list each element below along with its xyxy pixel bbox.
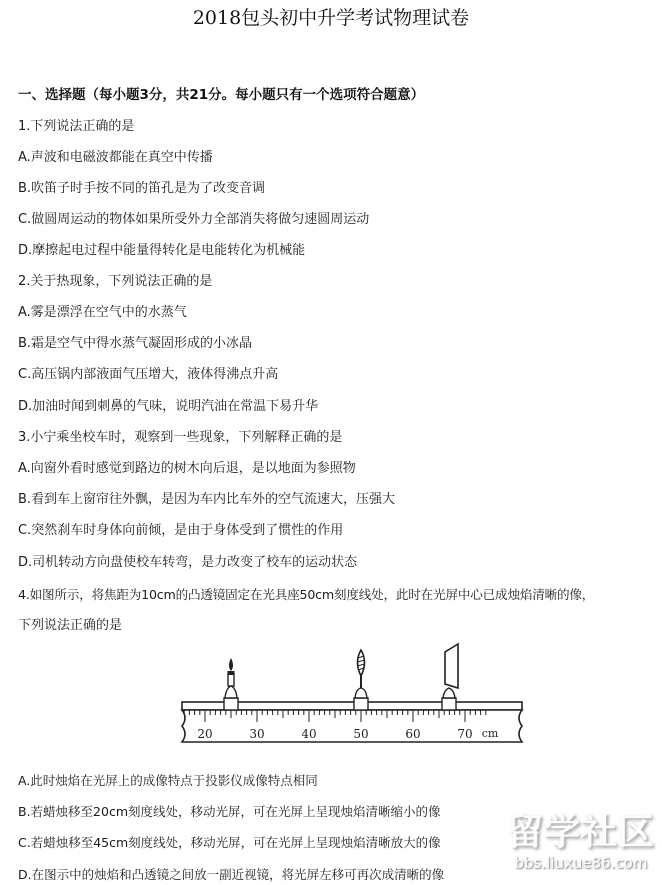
ruler-label-30: 30 <box>249 727 265 741</box>
question-3-option-a: A.向窗外看时感觉到路边的树木向后退，是以地面为参照物 <box>18 461 356 476</box>
candle-icon <box>224 658 238 710</box>
ruler-label-70: 70 <box>457 727 473 741</box>
ruler-label-20: 20 <box>197 727 213 741</box>
watermark-url: bbs.liuxue86.com <box>514 854 648 872</box>
ruler-label-60: 60 <box>405 727 421 741</box>
site-watermark <box>500 812 662 882</box>
question-2-stem: 2.关于热现象，下列说法正确的是 <box>18 274 213 289</box>
watermark-logo-text: 留学社区 <box>506 812 655 853</box>
optical-bench-diagram <box>160 642 530 758</box>
question-1-stem: 1.下列说法正确的是 <box>18 119 135 134</box>
question-4-stem-line1: 4.如图所示，将焦距为10cm的凸透镜固定在光具座50cm刻度线处，此时在光屏中心已成烛焰清晰的像， <box>18 587 595 602</box>
section-header: 一、选择题（每小题3分，共21分。每小题只有一个选项符合题意） <box>18 87 425 103</box>
question-3-option-b: B.看到车上窗帘往外飘，是因为车内比车外的空气流速大，压强大 <box>18 492 396 507</box>
light-screen-icon <box>442 644 458 710</box>
question-1-option-b: B.吹笛子时手按不同的笛孔是为了改变音调 <box>18 181 266 196</box>
question-2-option-a: A.雾是漂浮在空气中的水蒸气 <box>18 305 187 320</box>
question-4-option-a: A.此时烛焰在光屏上的成像特点于投影仪成像特点相同 <box>18 773 318 788</box>
question-2-option-b: B.霜是空气中得水蒸气凝固形成的小冰晶 <box>18 336 253 351</box>
question-3-option-c: C.突然刹车时身体向前倾，是由于身体受到了惯性的作用 <box>18 523 344 538</box>
ruler-unit: cm <box>481 727 499 740</box>
question-4-stem-line2: 下列说法正确的是 <box>18 618 123 633</box>
question-1-option-c: C.做圆周运动的物体如果所受外力全部消失将做匀速圆周运动 <box>18 212 370 227</box>
convex-lens-icon <box>354 650 368 710</box>
document-title: 2018包头初中升学考试物理试卷 <box>192 7 470 29</box>
question-3-option-d: D.司机转动方向盘使校车转弯，是力改变了校车的运动状态 <box>18 555 358 570</box>
question-1-option-a: A.声波和电磁波都能在真空中传播 <box>18 150 213 165</box>
question-2-option-c: C.高压锅内部液面气压增大，液体得沸点升高 <box>18 367 279 382</box>
question-2-option-d: D.加油时闻到刺鼻的气味，说明汽油在常温下易升华 <box>18 399 319 414</box>
ruler-label-40: 40 <box>301 727 317 741</box>
question-3-stem: 3.小宁乘坐校车时，观察到一些现象，下列解释正确的是 <box>18 430 343 445</box>
question-1-option-d: D.摩擦起电过程中能量得转化是电能转化为机械能 <box>18 243 306 258</box>
question-4-option-c: C.若蜡烛移至45cm刻度线处，移动光屏，可在光屏上呈现烛焰清晰放大的像 <box>18 835 441 850</box>
question-4-option-d: D.在图示中的烛焰和凸透镜之间放一副近视镜，将光屏左移可再次成清晰的像 <box>18 867 445 882</box>
question-4-option-b: B.若蜡烛移至20cm刻度线处，移动光屏，可在光屏上呈现烛焰清晰缩小的像 <box>18 804 441 819</box>
ruler-label-50: 50 <box>353 727 369 741</box>
